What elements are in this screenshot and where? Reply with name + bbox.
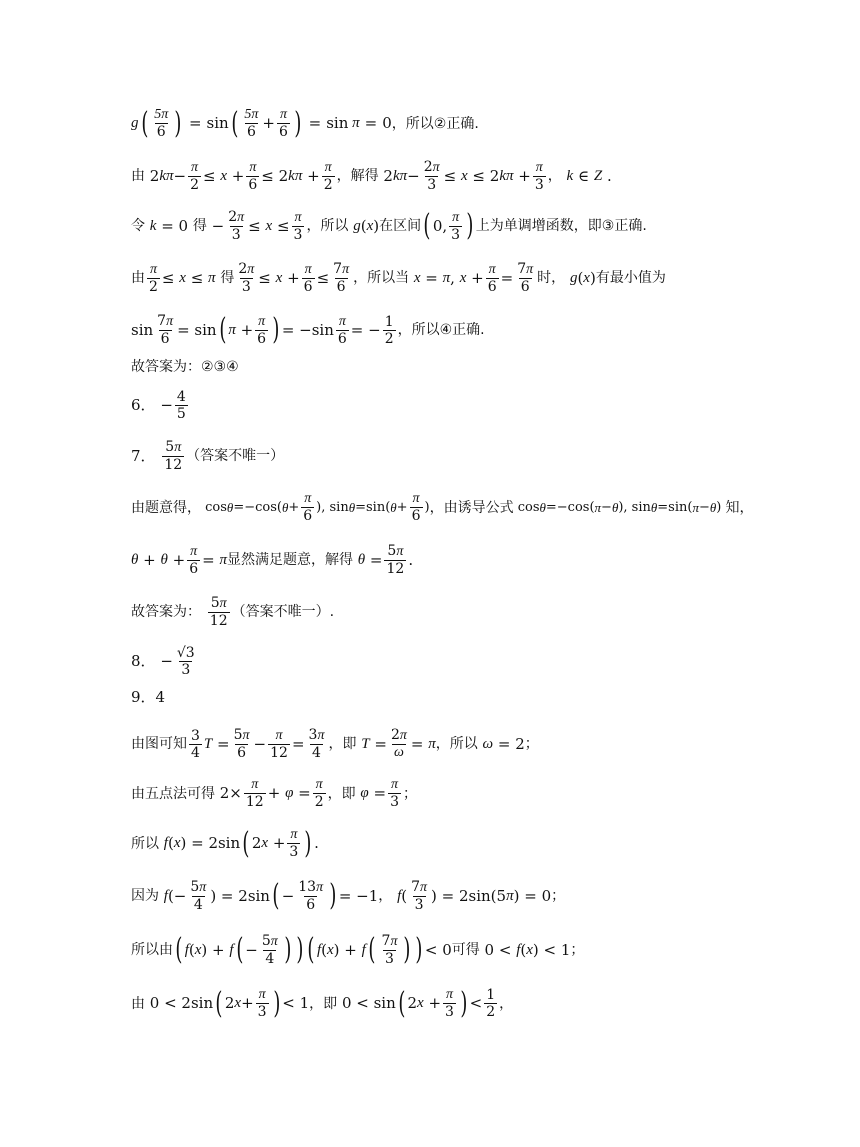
- solution-line-7a: 由题意得， cos θ =−cos( θ + $\frac{\pi}{6}$ ), sin θ =sin( θ + $\frac{\pi}{6}$ ) ，由诱导公式 cos θ =−cos( π − θ ), sin θ =sin( π − θ ) 知，: [131, 491, 754, 524]
- solution-line-1: g ( $\frac{5\pi}{6}$ ) = sin ( $\frac{5\pi}{6}$ + $\frac{\pi}{6}$ ) = sin π = 0 ，所以②正确.: [131, 105, 479, 141]
- item-9-answer: 9．4: [131, 688, 166, 706]
- answer-text: 故答案为：②③④: [131, 359, 239, 375]
- answer-line-5: [131, 360, 239, 374]
- answer-line-7: 故答案为： $\frac{5\pi}{12}$ （答案不唯一）.: [131, 595, 335, 629]
- solution-line-5: sin $\frac{7\pi}{6}$ = sin ( π + $\frac{\pi}{6}$ ) = −sin $\frac{\pi}{6}$ = − $\frac{1}{2}$ ，所以④正确.: [131, 312, 485, 347]
- solution-line-9f: 由 0 < 2sin ( 2 x + $\frac{\pi}{3}$ ) < 1 ，即 0 < sin ( 2 x + $\frac{\pi}{3}$ ) < $\frac{1}{2}$ ，: [131, 985, 514, 1021]
- solution-line-2: 由 2 kπ − $\frac{\pi}{2}$ ≤ x + $\frac{\pi}{6}$ ≤ 2 kπ + $\frac{\pi}{2}$ ，解得 2 kπ − $\frac{2\pi}{3}$ ≤ x ≤ 2 kπ + $\frac{\pi}{3}$ ， k ∈ Z .: [131, 159, 612, 193]
- item-9: [131, 690, 165, 705]
- solution-line-9b: 由五点法可得 2× $\frac{\pi}{12}$ + φ = $\frac{\pi}{2}$ ，即 φ = $\frac{\pi}{3}$ ；: [131, 777, 417, 810]
- solution-line-9d: 因为 f (− $\frac{5\pi}{4}$ ) = 2sin ( − $\frac{13\pi}{6}$ ) = −1 ， f ( $\frac{7\pi}{3}$ ) = 2sin(5 π ) = 0 ；: [131, 878, 566, 913]
- solution-line-4: 由 $\frac{\pi}{2}$ ≤ x ≤ π 得 $\frac{2\pi}{3}$ ≤ x + $\frac{\pi}{6}$ ≤ $\frac{7\pi}{6}$ ，所以当 x = π , x + $\frac{\pi}{6}$ = $\frac{7\pi}{6}$ 时， g ( x ) 有最小值为: [131, 261, 666, 295]
- solution-line-7b: θ + θ + $\frac{\pi}{6}$ = π 显然满足题意，解得 θ = $\frac{5\pi}{12}$ .: [131, 543, 414, 577]
- solution-line-9a: 由图可知 $\frac{3}{4}$ T = $\frac{5\pi}{6}$ − $\frac{\pi}{12}$ = $\frac{3\pi}{4}$ ，即 T = $\frac{2\pi}{\omega}$ = π ，所以 ω = 2 ；: [131, 727, 539, 761]
- solution-line-9c: 所以 f ( x ) = 2sin ( 2 x + $\frac{\pi}{3}$ ) .: [131, 825, 319, 861]
- item-6: 6． − $\frac{4}{5}$: [131, 389, 186, 422]
- solution-line-9e: 所以由 ( f ( x ) + f ( − $\frac{5\pi}{4}$ ) ) ( f ( x ) + f ( $\frac{7\pi}{3}$ ) ) < 0 可得 0 < f ( x ) < 1 ；: [131, 932, 585, 967]
- item-8: 8． − $\frac{√3}{3}$: [131, 645, 195, 678]
- solution-line-3: 令 k = 0 得 − $\frac{2\pi}{3}$ ≤ x ≤ $\frac{\pi}{3}$ ，所以 g ( x ) 在区间 ( 0, $\frac{\pi}{3}$ ) 上为单调增函数，即③正确.: [131, 208, 647, 243]
- item-7: 7． $\frac{5\pi}{12}$ （答案不唯一）: [131, 439, 285, 473]
